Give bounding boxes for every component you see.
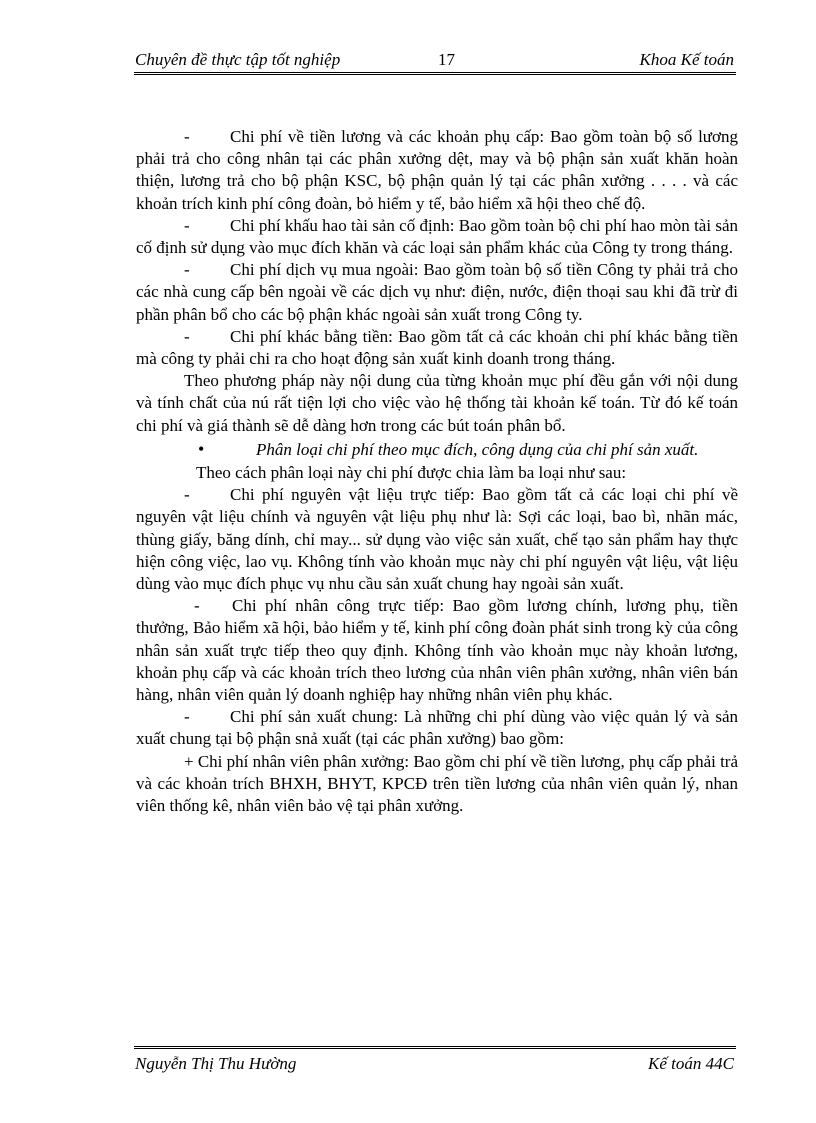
- paragraph: [136, 462, 738, 484]
- paragraph-text: Chi phí về tiền lương và các khoản phụ cấp: Bao gồm toàn bộ số lương phải trả cho công nhân tại các phân xưởng dệt, may và bộ phận sản xuất khăn hoàn thiện, lương trả cho bộ phận KSC, bộ phận quản lý tại các phân xưởng . . . . và các khoản trích kinh phí công đoàn, bỏ hiểm y tế, bảo hiểm xã hội theo chế độ.: [136, 127, 738, 213]
- paragraph: [136, 370, 738, 437]
- page-header: [134, 46, 736, 72]
- author-name: Nguyễn Thị Thu Hường: [135, 1054, 297, 1073]
- dash-marker: -: [184, 215, 190, 235]
- paragraph: [136, 126, 738, 215]
- footer-rule: [134, 1046, 736, 1049]
- dash-marker: -: [194, 596, 200, 616]
- paragraph: [136, 259, 738, 326]
- bullet-icon: •: [198, 438, 205, 459]
- page-footer: [134, 1054, 736, 1078]
- paragraph: [136, 484, 738, 595]
- dash-marker: -: [184, 127, 190, 146]
- header-title: Chuyên đề thực tập tốt nghiệp: [135, 50, 341, 69]
- paragraph-text: Chi phí dịch vụ mua ngoài: Bao gồm toàn bộ số tiền Công ty phải trả cho các nhà cung cấp bên ngoài về các dịch vụ như: điện, nước, điện thoại sau khi đã trừ đi phần phân bổ cho các bộ phận khác ngoài sản xuất trong Công ty.: [136, 260, 738, 324]
- paragraph-text: Chi phí nguyên vật liệu trực tiếp: Bao gồm tất cả các loại chi phí về nguyên vật liệu chính và nguyên vật liệu phụ như là: Sợi các loại, bao bì, nhãn mác, thùng giấy, băng dính, chỉ may... sử dụng vào việc sản xuất, chế tạo sản phẩm hay thực hiện công việc, lao vụ. Không tính vào khoản mục này chi phí nguyên vật liệu, vật liệu dùng vào mục đích phục vụ nhu cầu sản xuất chung hay ngoài sản xuất.: [136, 485, 738, 594]
- dash-marker: -: [184, 707, 190, 727]
- paragraph-text: + Chi phí nhân viên phân xưởng: Bao gồm chi phí về tiền lương, phụ cấp phải trả và các khoản trích BHXH, BHYT, KPCĐ trên tiền lương của nhân viên quản lý, nhan viên thống kê, nhân viên bảo vệ tại phân xưởng.: [136, 751, 739, 816]
- paragraph: [136, 706, 738, 750]
- bullet-heading-text: Phân loại chi phí theo mục đích, công dụng của chi phí sản xuất.: [256, 439, 699, 459]
- paragraph-text: Theo cách phân loại này chi phí được chia làm ba loại như sau:: [196, 463, 627, 483]
- paragraph-text: Chi phí khác bằng tiền: Bao gồm tất cả các khoản chi phí khác bằng tiền mà công ty phải chi ra cho hoạt động sản xuất kinh doanh trong tháng.: [136, 326, 738, 369]
- dash-marker: -: [184, 326, 190, 346]
- dash-marker: -: [184, 485, 190, 505]
- paragraph: [136, 751, 738, 818]
- paragraph: [136, 326, 738, 370]
- paragraph-text: Theo phương pháp này nội dung của từng khoản mục phí đều gắn với nội dung và tính chất của nú rất tiện lợi cho việc vào hệ thống tài khoản kế toán. Từ đó kế toán chi phí và giá thành sẽ dễ dàng hơn trong các bút toán phân bổ.: [136, 371, 738, 435]
- page-number: 17: [438, 50, 455, 69]
- paragraph-text: Chi phí sản xuất chung: Là những chi phí dùng vào việc quản lý và sản xuất chung tại bộ phận snả xuất (tại các phân xưởng) bao gồm:: [136, 707, 738, 749]
- document-body: [136, 126, 738, 817]
- dash-marker: -: [184, 260, 190, 280]
- bullet-heading: [136, 439, 738, 461]
- paragraph: [136, 215, 738, 259]
- header-rule: [134, 72, 736, 75]
- paragraph: [136, 595, 738, 706]
- header-department: Khoa Kế toán: [639, 50, 734, 69]
- class-name: Kế toán 44C: [648, 1054, 734, 1073]
- paragraph-text: Chi phí khấu hao tài sản cố định: Bao gồm toàn bộ chi phí hao mòn tài sản cố định sử dụng vào mục đích khăn và các loại sản phẩm khác của Công ty trong tháng.: [136, 215, 738, 258]
- paragraph-text: Chi phí nhân công trực tiếp: Bao gồm lương chính, lương phụ, tiền thưởng, Bảo hiểm xã hội, bảo hiểm y tế, kinh phí công đoàn phát sinh trong kỳ của công nhân sản xuất trực tiếp theo quy định. Không tính vào khoản mục này khoản lương, khoản phụ cấp và các khoản trích theo lương của nhân viên phân xưởng, nhân viên bán hàng, nhân viên quản lý doanh nghiệp hay những nhân viên phụ khác.: [136, 596, 738, 705]
